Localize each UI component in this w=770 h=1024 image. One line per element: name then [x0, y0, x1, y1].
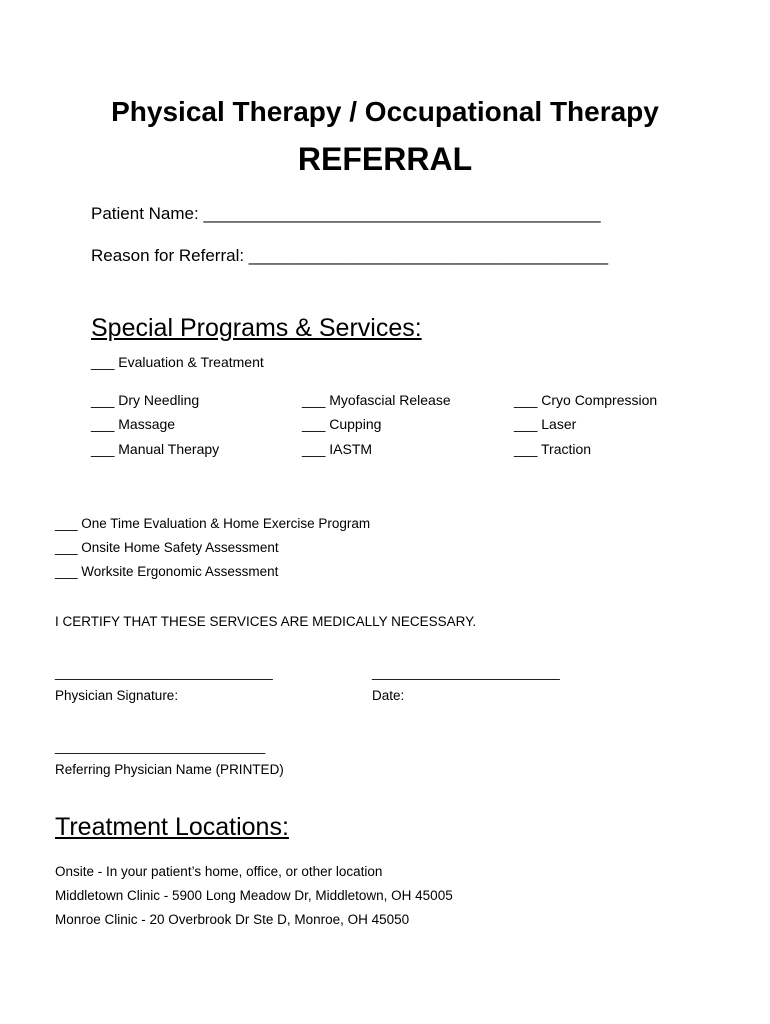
patient-name-field: Patient Name: __________________________________________ [91, 204, 601, 223]
program-item: ___ Manual Therapy [91, 441, 220, 457]
form-title: Physical Therapy / Occupational Therapy [111, 96, 659, 127]
program-item: ___ Dry Needling [91, 392, 200, 408]
certification-statement: I CERTIFY THAT THESE SERVICES ARE MEDICALLY NECESSARY. [55, 614, 477, 629]
program-item: ___ IASTM [302, 441, 373, 457]
assessment-item: ___ Onsite Home Safety Assessment [55, 540, 279, 555]
locations-heading: Treatment Locations: [55, 813, 289, 841]
assessment-item: ___ Worksite Ergonomic Assessment [55, 564, 279, 579]
program-evaluation-treatment: ___ Evaluation & Treatment [91, 354, 264, 370]
physician-signature-label: Physician Signature: [55, 688, 179, 703]
program-item: ___ Laser [514, 416, 577, 432]
program-item: ___ Massage [91, 416, 176, 432]
form-subtitle: REFERRAL [297, 141, 473, 177]
reason-for-referral-field: Reason for Referral: ______________________________________ [91, 246, 609, 265]
location-item: Middletown Clinic - 5900 Long Meadow Dr, Middletown, OH 45005 [55, 888, 453, 903]
program-item: ___ Traction [514, 441, 592, 457]
location-item: Onsite - In your patient’s home, office, or other location [55, 864, 383, 879]
date-label: Date: [372, 688, 405, 703]
programs-heading: Special Programs & Services: [91, 314, 422, 342]
program-item: ___ Cryo Compression [514, 392, 658, 408]
program-item: ___ Cupping [302, 416, 382, 432]
physician-name-label: Referring Physician Name (PRINTED) [55, 762, 284, 777]
date-line: _________________________ [372, 665, 560, 680]
program-item: ___ Myofascial Release [302, 392, 451, 408]
location-item: Monroe Clinic - 20 Overbrook Dr Ste D, Monroe, OH 45050 [55, 912, 410, 927]
physician-name-line: ____________________________ [55, 739, 266, 754]
assessment-item: ___ One Time Evaluation & Home Exercise Program [55, 516, 371, 531]
physician-signature-line: _____________________________ [55, 665, 273, 680]
